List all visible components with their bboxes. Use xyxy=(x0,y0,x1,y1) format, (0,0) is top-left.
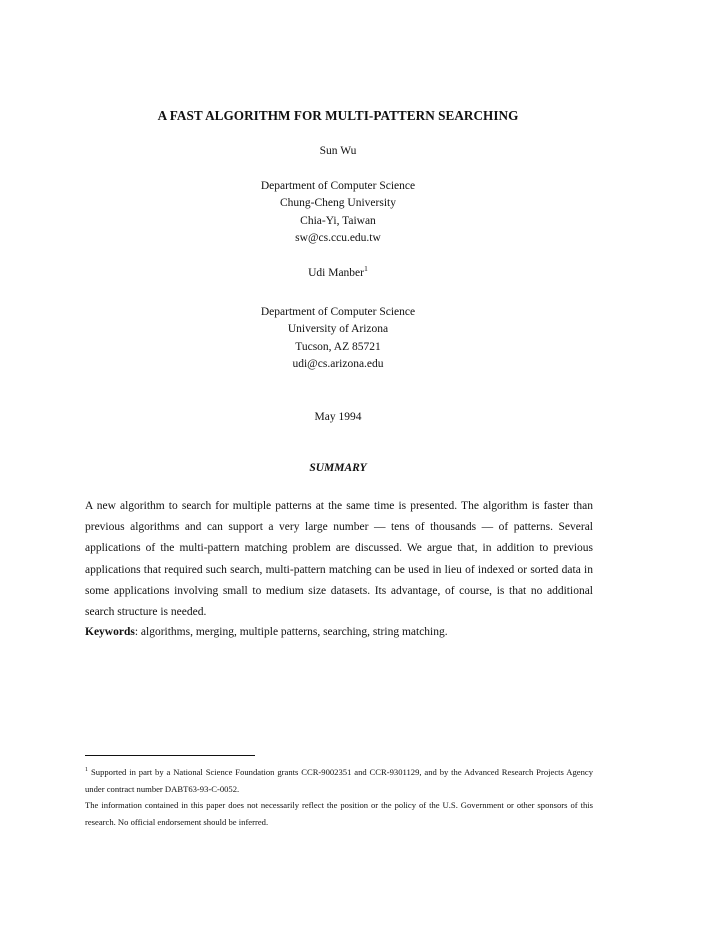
affiliation-2-university: University of Arizona xyxy=(287,323,389,336)
affiliation-2-email: udi@cs.arizona.edu xyxy=(292,358,384,371)
author-1-affiliation xyxy=(0,178,676,248)
affiliation-1-email: sw@cs.ccu.edu.tw xyxy=(295,232,381,245)
author-2-name: Udi Manber xyxy=(308,267,364,279)
affiliation-2-department: Department of Computer Science xyxy=(260,306,416,318)
affiliation-1-university: Chung-Cheng University xyxy=(280,197,396,210)
author-name-2 xyxy=(0,265,676,282)
footnote-divider xyxy=(85,755,255,756)
footnote-1-mark: 1 xyxy=(85,767,89,774)
footnote-2: The information contained in this paper does not necessarily reflect the position or the policy of the U.S. Government or other sponsors of this research. No official endorsement should be inferred. xyxy=(85,800,593,827)
author-2-footnote-mark: 1 xyxy=(363,264,368,274)
affiliation-1-location: Chia-Yi, Taiwan xyxy=(300,214,376,227)
author-2-affiliation xyxy=(0,304,676,374)
paper-date: May 1994 xyxy=(314,411,362,423)
keywords-label: Keywords xyxy=(85,626,135,638)
author-name-1 xyxy=(0,143,676,160)
author-1-name: Sun Wu xyxy=(319,145,357,157)
footnote-1-text: Supported in part by a National Science Foundation grants CCR-9002351 and CCR-9301129, and by the Advanced Research Projects Agency under contract number DABT63-93-C-0052. xyxy=(85,767,593,794)
footnote-1 xyxy=(85,764,593,798)
summary-paragraph: A new algorithm to search for multiple patterns at the same time is presented. The algorithm is faster than previous algorithms and can support a very large number — tens of thousands — of patterns. Several applications of the multi-pattern matching problem are discussed. We argue that, in addition to previous applications that required such search, multi-pattern matching can be used in lieu of indexed or sorted data in some applications involving small to medium size datasets. Its advantage, of course, is that no additional search structure is needed. xyxy=(85,500,593,619)
keywords-text: : algorithms, merging, multiple patterns, searching, string matching. xyxy=(134,626,448,638)
affiliation-1-department: Department of Computer Science xyxy=(260,180,416,192)
summary-heading: SUMMARY xyxy=(309,462,367,474)
keywords-line xyxy=(85,624,593,641)
affiliation-2-location: Tucson, AZ 85721 xyxy=(295,340,381,353)
paper-title: A FAST ALGORITHM FOR MULTI-PATTERN SEARCHING xyxy=(157,108,519,123)
